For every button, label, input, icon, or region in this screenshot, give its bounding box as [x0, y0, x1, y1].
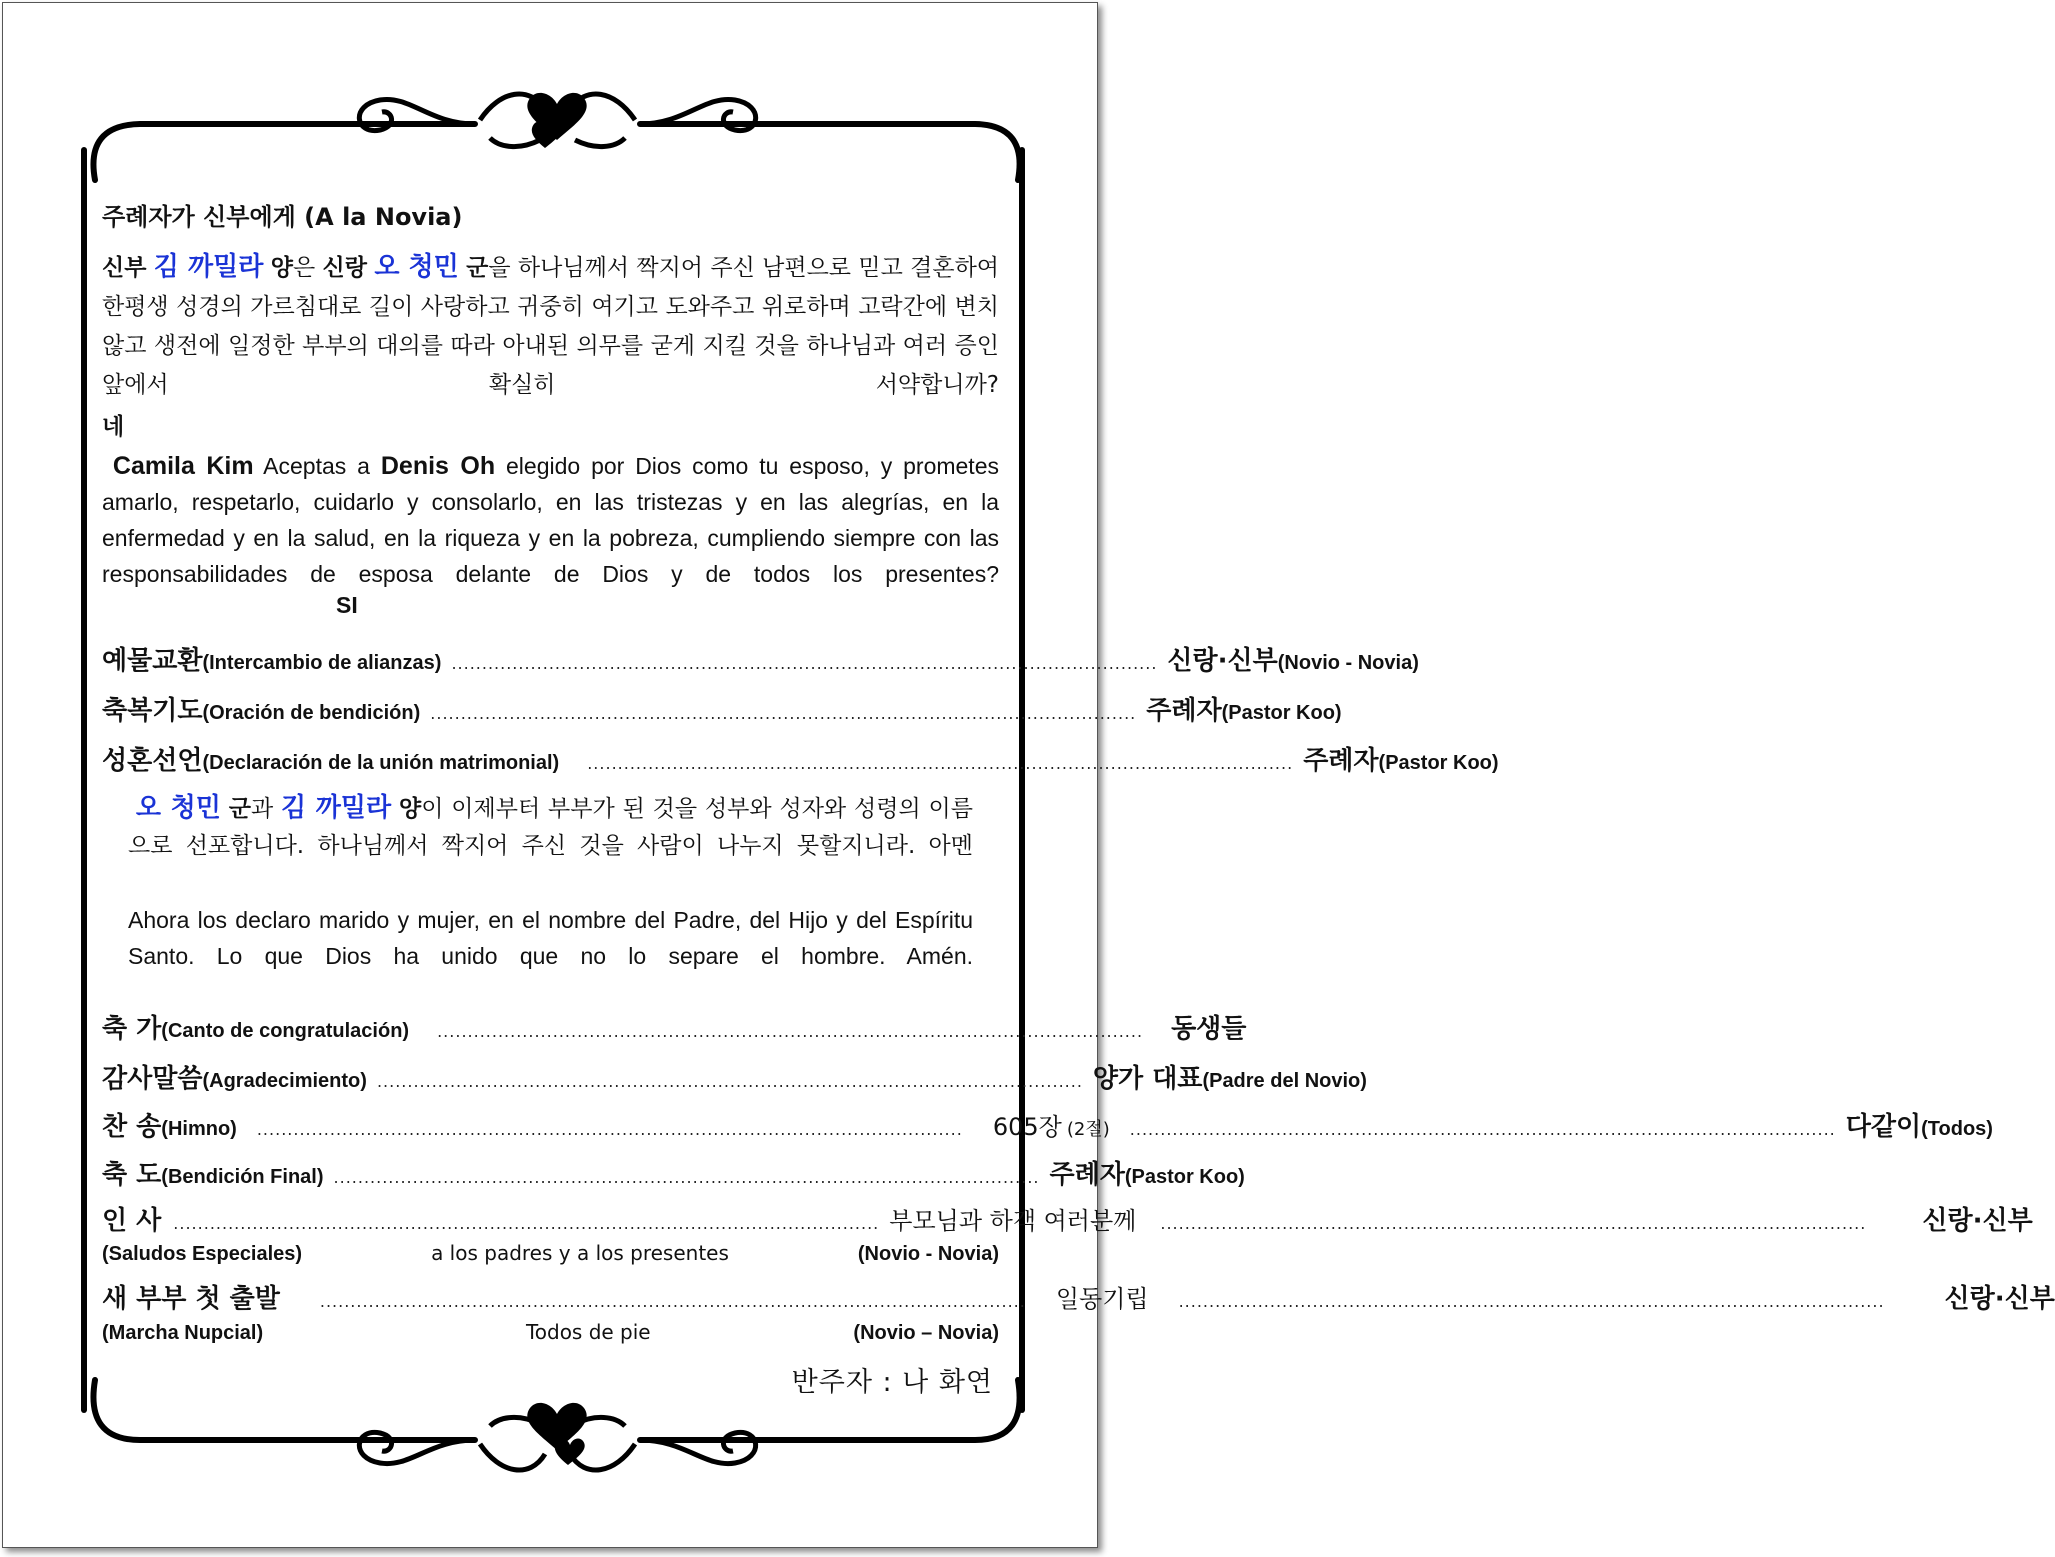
item-who-ko: 다같이 [1845, 1112, 1922, 1142]
item-title-es: (Intercambio de alianzas) [202, 652, 442, 674]
program-item-march [102, 1278, 2055, 1315]
groom-name-es: Denis Oh [380, 452, 496, 480]
leader-dots: .................................................................................................................... [437, 1022, 1144, 1041]
program-item-march-es [102, 1320, 999, 1345]
bride-name-es: Camila Kim [112, 452, 254, 480]
particle: 과 [250, 796, 274, 822]
hymn-verse: (2절) [1066, 1119, 1110, 1140]
leader-dots: .................................................................................................................... [587, 754, 1294, 773]
leader-dots: .................................................................................................................... [333, 1168, 1040, 1187]
declaration-korean [128, 790, 973, 865]
program-item [102, 1008, 1247, 1045]
item-title-ko: 인 사 [102, 1206, 162, 1236]
item-title-ko: 찬 송 [102, 1112, 162, 1142]
vow-spanish-t1: Aceptas a [263, 453, 370, 479]
vow-korean-text: 을 하나님께서 짝지어 주신 남편으로 믿고 결혼하여 한평생 성경의 가르침대로 길이 사랑하고 귀중히 여기고 도와주고 위로하며 고락간에 변치 않고 생전에 일정한 부부의 대의를 따라 아내된 의무를 굳게 지킬 것을 하나님과 여러 증인 앞에서 확실히 서약합니까? [102, 255, 1000, 398]
vow-korean-answer: 네 [102, 414, 125, 440]
item-title-ko: 새 부부 첫 출발 [102, 1284, 280, 1314]
honorific-gun: 군 [228, 796, 251, 822]
item-who-ko: 신랑·신부 [1944, 1284, 2055, 1314]
accompanist: 반주자 : 나 화연 [791, 1367, 993, 1398]
leader-dots: .................................................................................................................... [430, 704, 1137, 723]
declaration-korean-text: 이 이제부터 부부가 된 것을 성부와 성자와 성령의 이름으로 선포합니다. 하나님께서 짝지어 주신 것을 사람이 나누지 못할지니라. 아멘 [128, 796, 973, 859]
program-item [102, 1058, 1367, 1095]
item-title-es: (Himno) [161, 1118, 237, 1140]
vow-spanish-answer: SI [336, 592, 358, 618]
item-title-es: (Saludos Especiales) [102, 1243, 303, 1265]
hymn-number: 605장 [992, 1113, 1062, 1141]
item-title-ko: 성혼선언 [102, 746, 203, 776]
item-who-es: (Pastor Koo) [1221, 702, 1342, 724]
groom-title: 신랑 [322, 255, 367, 281]
section-heading: 주례자가 신부에게 (A la Novia) [102, 203, 463, 231]
item-who-ko: 신랑·신부 [1922, 1206, 2033, 1236]
bride-name-ko: 김 까밀라 [281, 793, 392, 823]
leader-dots: .................................................................................................................... [1178, 1292, 1885, 1311]
program-item [102, 1154, 1245, 1191]
bride-title: 신부 [102, 255, 147, 281]
program-item [102, 740, 1499, 777]
item-who-ko: 양가 대표 [1092, 1064, 1203, 1094]
leader-dots: .................................................................................................................... [376, 1072, 1083, 1091]
groom-name-ko: 오 청민 [374, 252, 459, 282]
vow-spanish [102, 448, 999, 592]
leader-dots: .................................................................................................................... [1129, 1120, 1836, 1139]
leader-dots: .................................................................................................................... [319, 1292, 1026, 1311]
item-title-ko: 축복기도 [102, 696, 203, 726]
particle: 은 [292, 255, 316, 281]
item-title-es: (Bendición Final) [161, 1166, 324, 1188]
vow-spanish-text: elegido por Dios como tu esposo, y prometes amarlo, respetarlo, cuidarlo y consolarlo, en las tristezas y en las alegrías, en la enfermedad y en la salud, en la riqueza y en la pobreza, cumpliendo siempre con las responsabilidades de esposa delante de Dios y de todos los presentes? [102, 453, 999, 587]
leader-dots: .................................................................................................................... [451, 654, 1158, 673]
program-item-greeting-es [102, 1241, 999, 1266]
program-item-greeting [102, 1200, 2033, 1237]
item-who-ko: 동생들 [1171, 1014, 1247, 1044]
item-who-ko: 주례자 [1146, 696, 1222, 726]
item-middle-es: a los padres y a los presentes [431, 1241, 729, 1265]
groom-name-ko: 오 청민 [135, 793, 221, 823]
honorific-gun: 군 [466, 255, 489, 281]
item-who-ko: 주례자 [1049, 1160, 1125, 1190]
leader-dots: .................................................................................................................... [173, 1214, 880, 1233]
leader-dots: .................................................................................................................... [1160, 1214, 1867, 1233]
item-title-ko: 축 가 [102, 1014, 162, 1044]
item-who-es: (Novio - Novia) [1277, 652, 1419, 674]
item-title-es: (Agradecimiento) [202, 1070, 367, 1092]
item-middle-ko: 일동기립 [1055, 1285, 1149, 1313]
item-who-es: (Todos) [1921, 1118, 1993, 1140]
bride-name-ko: 김 까밀라 [153, 252, 264, 282]
item-who-es: (Novio – Novia) [853, 1322, 999, 1344]
item-middle-ko: 부모님과 하객 여러분께 [889, 1207, 1137, 1235]
program-item [102, 640, 1419, 677]
vow-korean [102, 248, 999, 405]
item-who-es: (Novio - Novia) [857, 1243, 999, 1265]
item-title-es: (Oración de bendición) [202, 702, 421, 724]
honorific-yang: 양 [270, 255, 293, 281]
honorific-yang: 양 [398, 796, 422, 822]
item-title-ko: 축 도 [102, 1160, 162, 1190]
item-title-es: (Declaración de la unión matrimonial) [202, 752, 560, 774]
declaration-spanish: Ahora los declaro marido y mujer, en el nombre del Padre, del Hijo y del Espíritu Santo. Lo que Dios ha unido que no lo separe el hombre. Amén. [128, 907, 973, 969]
program-item-hymn [102, 1106, 1993, 1143]
item-middle-es: Todos de pie [525, 1320, 651, 1344]
item-title-es: (Canto de congratulación) [161, 1020, 410, 1042]
item-who-ko: 주례자 [1303, 746, 1379, 776]
item-title-ko: 예물교환 [102, 646, 203, 676]
item-who-es: (Pastor Koo) [1378, 752, 1499, 774]
item-title-ko: 감사말씀 [102, 1064, 203, 1094]
bottom-hearts [527, 1403, 586, 1465]
leader-dots: .................................................................................................................... [256, 1120, 963, 1139]
item-title-es: (Marcha Nupcial) [102, 1322, 264, 1344]
item-who-es: (Pastor Koo) [1124, 1166, 1245, 1188]
program-item [102, 690, 1342, 727]
item-who-ko: 신랑·신부 [1167, 646, 1278, 676]
item-who-es: (Padre del Novio) [1202, 1070, 1367, 1092]
